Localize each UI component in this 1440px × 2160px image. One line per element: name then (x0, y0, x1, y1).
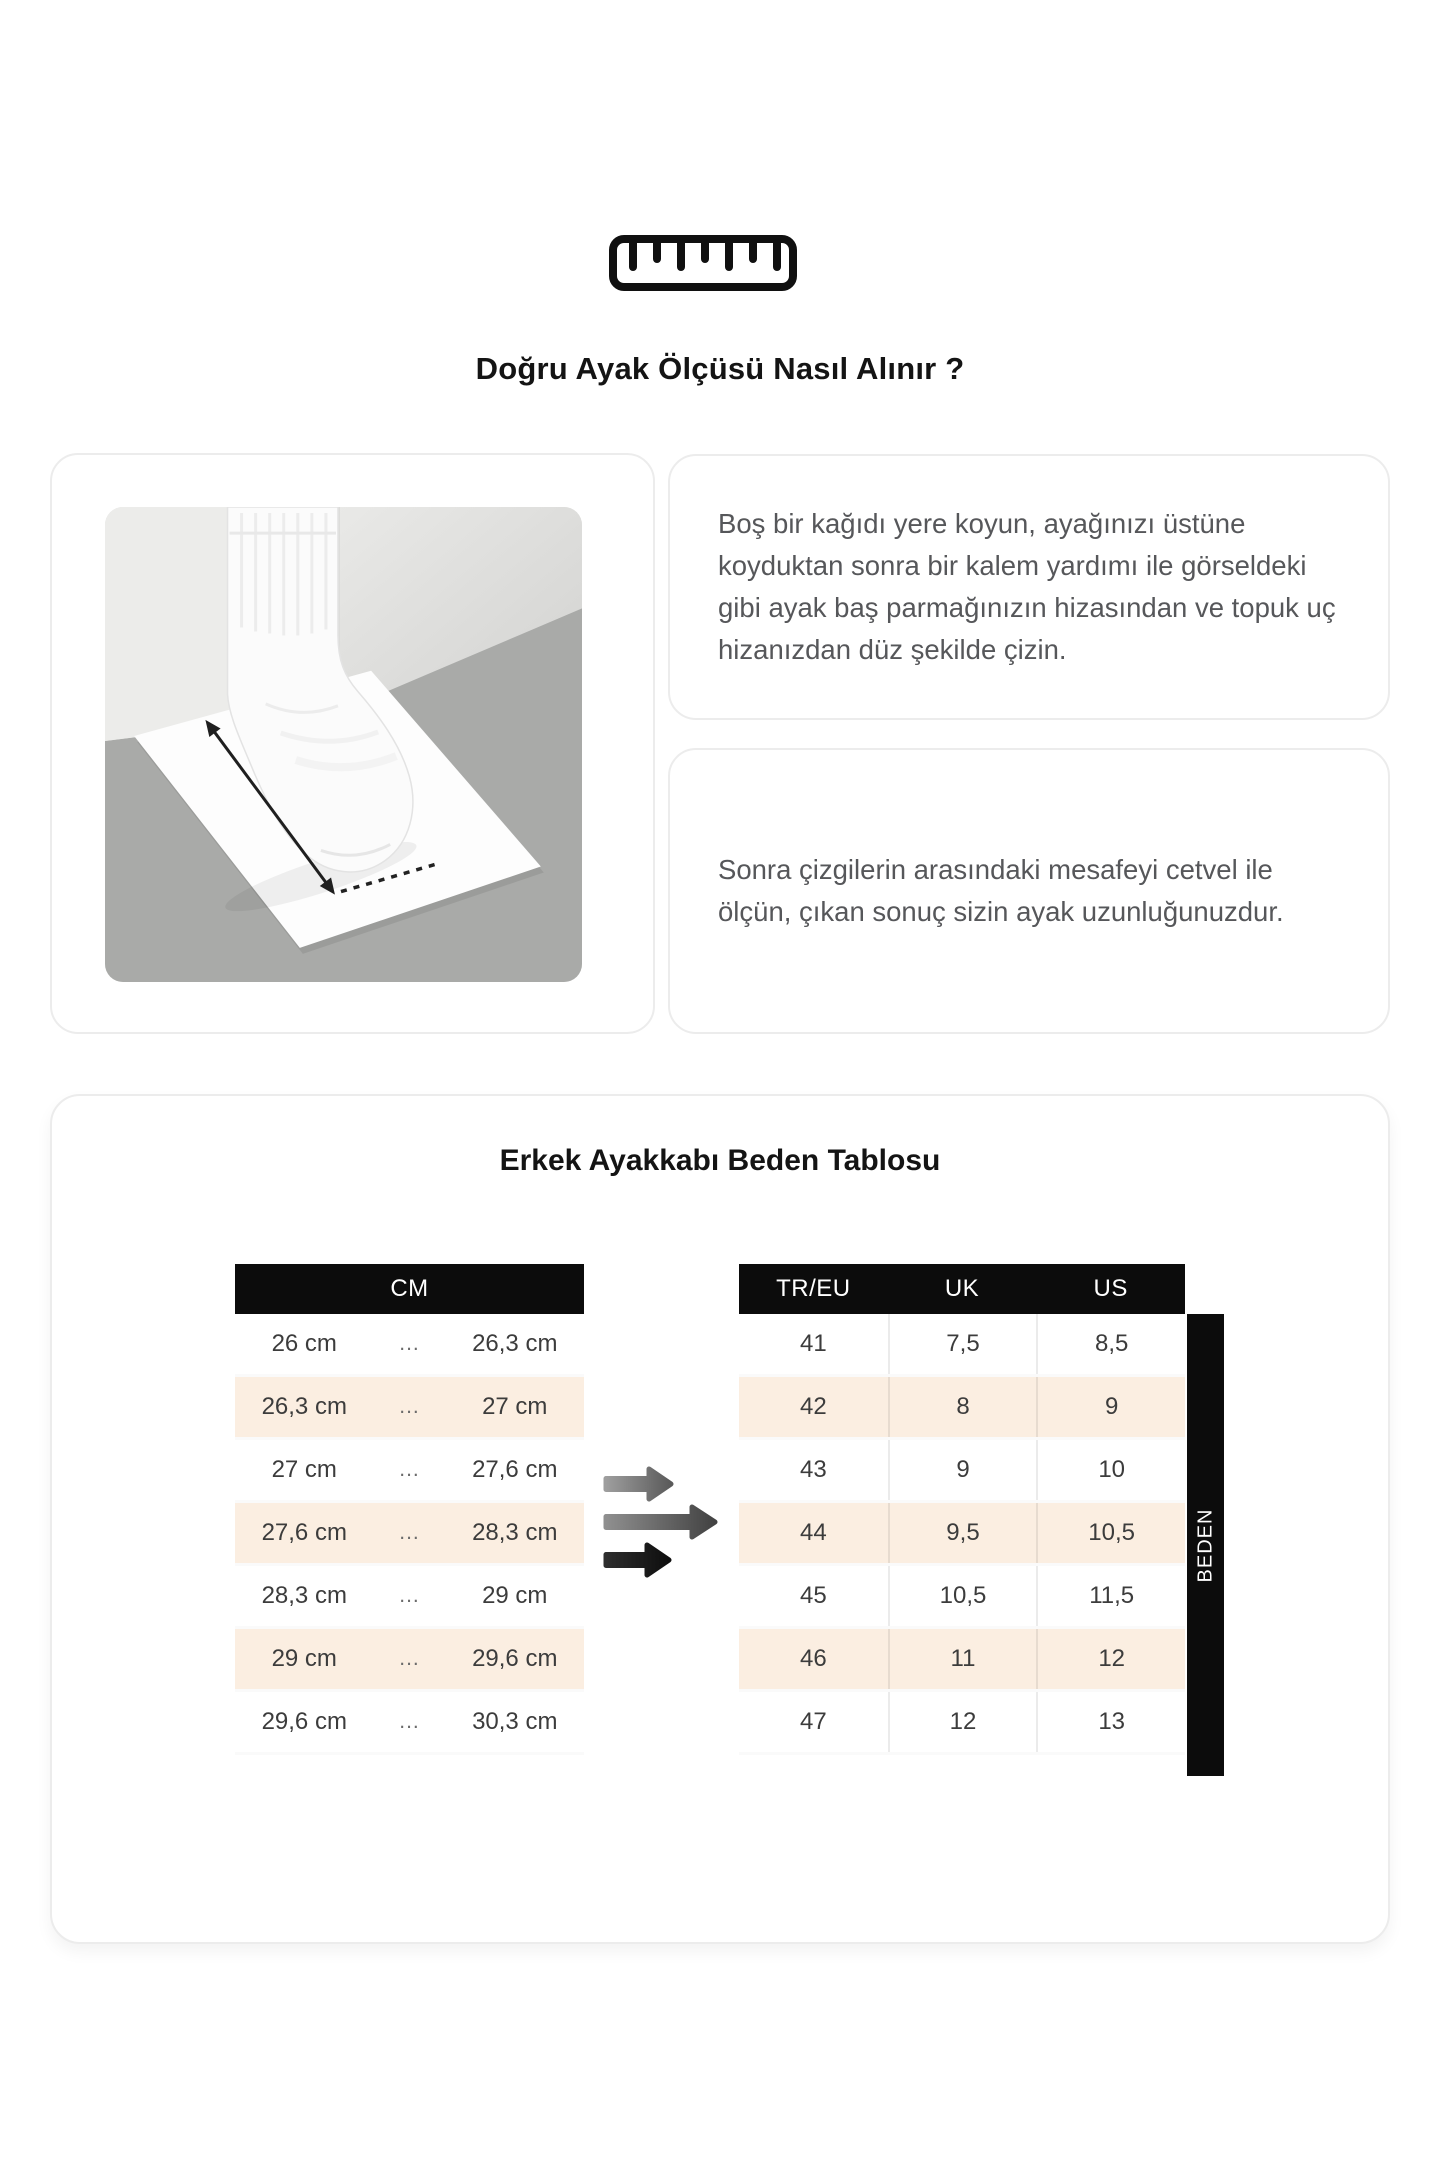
size-us: 11,5 (1036, 1566, 1185, 1626)
size-us: 10 (1036, 1440, 1185, 1500)
table-row (235, 1440, 584, 1503)
beden-label: BEDEN (1194, 1508, 1216, 1582)
size-tr-eu: 41 (799, 1330, 827, 1357)
size-us: 8,5 (1036, 1314, 1185, 1374)
page-title: Doğru Ayak Ölçüsü Nasıl Alınır ? (475, 351, 965, 386)
size-us: 13 (1036, 1692, 1185, 1752)
cm-from: 27 cm (271, 1456, 337, 1483)
size-table (739, 1264, 1185, 1755)
size-uk: 9 (888, 1440, 1037, 1500)
size-uk: 11 (888, 1629, 1037, 1689)
size-chart-title: Erkek Ayakkabı Beden Tablosu (499, 1144, 941, 1177)
col-header-us: US (1093, 1275, 1128, 1302)
cm-from: 29 cm (271, 1645, 337, 1672)
range-dots: ... (399, 1395, 420, 1418)
table-row (739, 1566, 1185, 1629)
table-row (739, 1440, 1185, 1503)
size-chart-card (50, 1094, 1390, 1944)
col-header-tr-eu: TR/EU (776, 1275, 851, 1302)
cm-from: 28,3 cm (261, 1582, 347, 1609)
range-dots: ... (399, 1521, 420, 1544)
beden-side-strip (1187, 1314, 1224, 1776)
size-tr-eu: 45 (799, 1582, 827, 1609)
cm-header-label: CM (390, 1275, 429, 1302)
size-us: 12 (1036, 1629, 1185, 1689)
table-row (739, 1377, 1185, 1440)
instruction-step-2: Sonra çizgilerin arasındaki mesafeyi cetvel ile ölçün, çıkan sonuç sizin ayak uzunluğunuzdur. (718, 853, 1284, 927)
cm-to: 29,6 cm (472, 1645, 558, 1672)
table-row (235, 1566, 584, 1629)
table-row (235, 1629, 584, 1692)
range-dots: ... (399, 1332, 420, 1355)
size-uk: 8 (888, 1377, 1037, 1437)
size-tr-eu: 44 (799, 1519, 827, 1546)
size-tr-eu: 47 (799, 1708, 827, 1735)
size-uk: 10,5 (888, 1566, 1037, 1626)
transfer-arrows-icon (602, 1457, 732, 1582)
cm-table-header (235, 1264, 584, 1314)
table-row (739, 1503, 1185, 1566)
cm-to: 26,3 cm (472, 1330, 558, 1357)
table-row (739, 1629, 1185, 1692)
size-uk: 7,5 (888, 1314, 1037, 1374)
cm-to: 27 cm (482, 1393, 548, 1420)
size-tr-eu: 43 (799, 1456, 827, 1483)
instruction-step-1: Boş bir kağıdı yere koyun, ayağınızı üstüne koyduktan sonra bir kalem yardımı ile görseldeki gibi ayak baş parmağınızın hizasından ve topuk uç hizanızdan düz şekilde çizin. (718, 507, 1336, 666)
size-table-header (739, 1264, 1185, 1314)
size-us: 10,5 (1036, 1503, 1185, 1563)
cm-table (235, 1264, 584, 1755)
foot-measure-photo (105, 507, 582, 982)
range-dots: ... (399, 1458, 420, 1481)
table-row (739, 1692, 1185, 1755)
size-us: 9 (1036, 1377, 1185, 1437)
cm-to: 28,3 cm (472, 1519, 558, 1546)
size-uk: 12 (888, 1692, 1037, 1752)
table-row (235, 1692, 584, 1755)
cm-from: 27,6 cm (261, 1519, 347, 1546)
cm-to: 27,6 cm (472, 1456, 558, 1483)
range-dots: ... (399, 1710, 420, 1733)
cm-from: 29,6 cm (261, 1708, 347, 1735)
instruction-card-2 (668, 748, 1390, 1034)
table-row (235, 1503, 584, 1566)
size-tr-eu: 46 (799, 1645, 827, 1672)
range-dots: ... (399, 1647, 420, 1670)
table-row (235, 1314, 584, 1377)
ruler-icon (608, 234, 798, 292)
table-row (235, 1377, 584, 1440)
cm-from: 26 cm (271, 1330, 337, 1357)
cm-to: 30,3 cm (472, 1708, 558, 1735)
foot-measure-photo-card (50, 453, 655, 1034)
size-tr-eu: 42 (799, 1393, 827, 1420)
col-header-uk: UK (944, 1275, 980, 1302)
table-row (739, 1314, 1185, 1377)
cm-from: 26,3 cm (261, 1393, 347, 1420)
instruction-card-1 (668, 454, 1390, 720)
cm-to: 29 cm (482, 1582, 548, 1609)
size-uk: 9,5 (888, 1503, 1037, 1563)
range-dots: ... (399, 1584, 420, 1607)
